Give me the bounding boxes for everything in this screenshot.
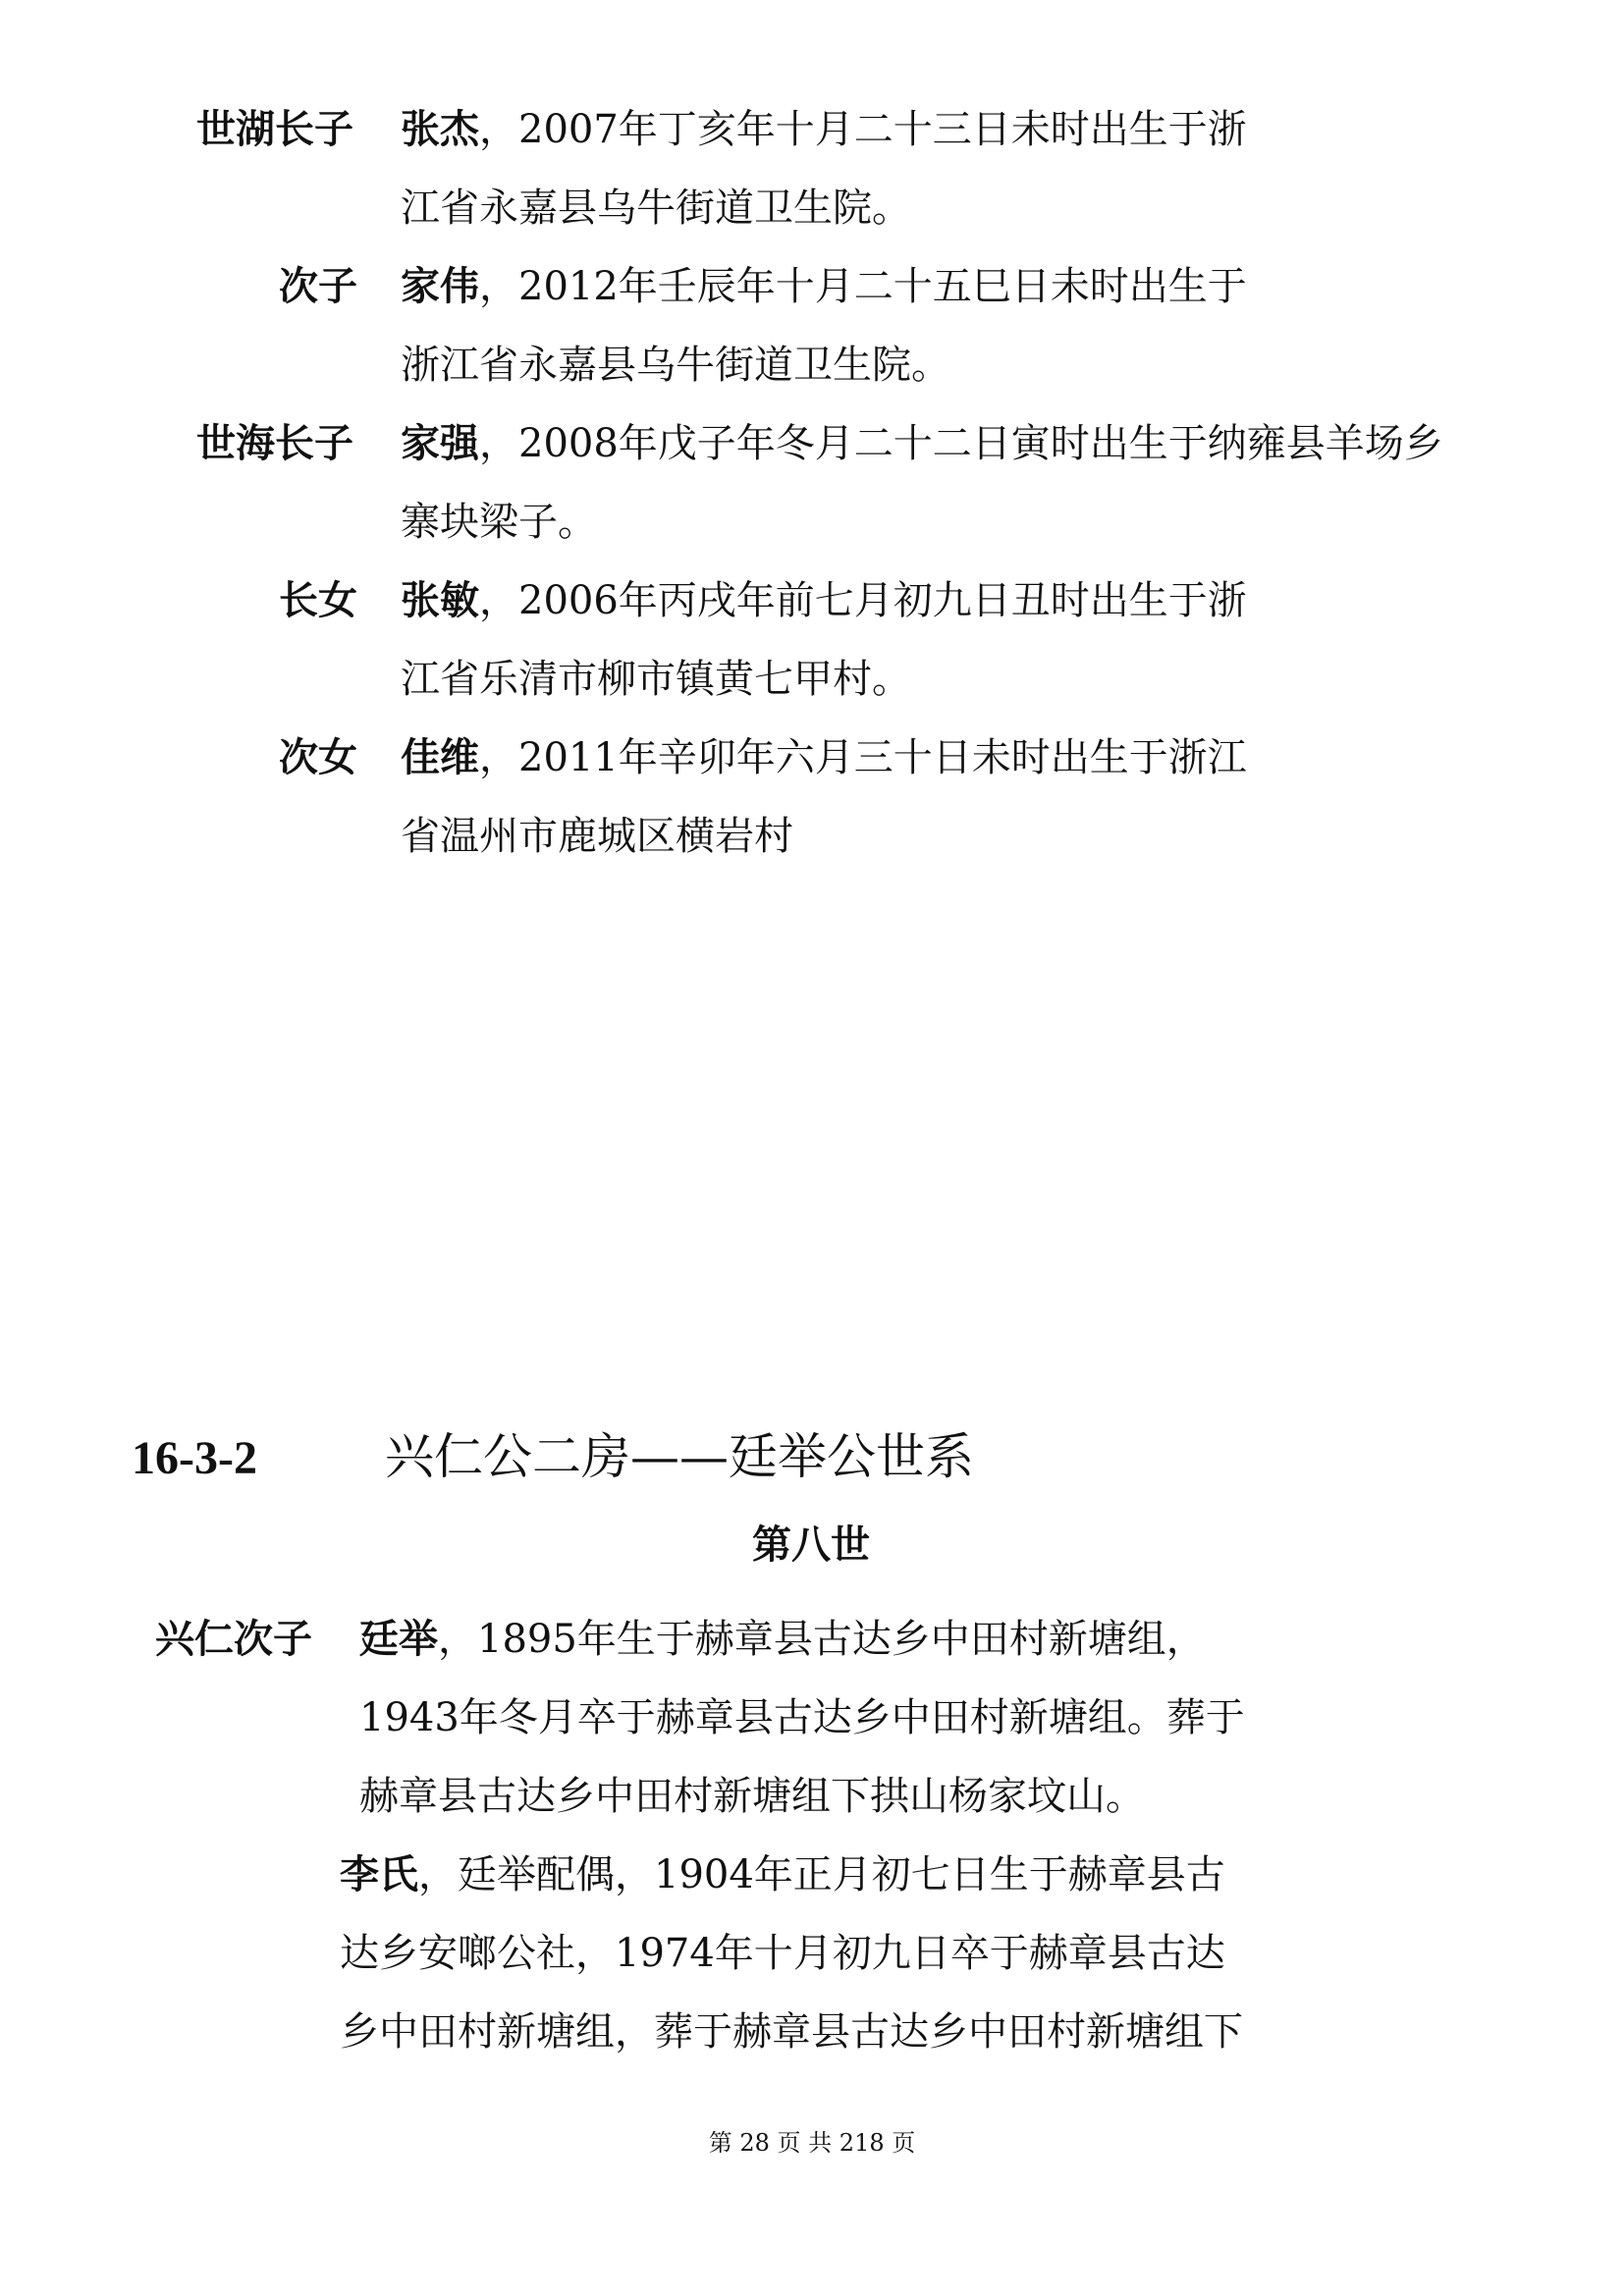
section-number: 16-3-2 bbox=[132, 1432, 257, 1484]
entry-line-2: 江省乐清市柳市镇黄七甲村。 bbox=[401, 657, 911, 702]
entry-text: ，1895年生于赫章县古达乡中田村新塘组， bbox=[438, 1617, 1206, 1662]
entry-text: ，2011年辛卯年六月三十日未时出生于浙江 bbox=[479, 735, 1247, 780]
relation-label: 世海长子 bbox=[196, 420, 353, 466]
person-name: 张杰 bbox=[401, 106, 479, 152]
entry-line-2: 浙江省永嘉县乌牛街道卫生院。 bbox=[401, 343, 950, 388]
entry-text: ，2006年丙戌年前七月初九日丑时出生于浙 bbox=[479, 578, 1247, 623]
person-name: 李氏 bbox=[340, 1851, 418, 1897]
entry-line-2: 达乡安啷公社，1974年十月初九日卒于赫章县古达 bbox=[340, 1931, 1225, 1976]
entry-line-1 bbox=[401, 263, 1247, 310]
relation-label: 次子 bbox=[279, 263, 357, 309]
entry-line-1 bbox=[340, 1851, 1225, 1898]
entry-line-2: 寨块梁子。 bbox=[401, 500, 597, 545]
entry-text: ，廷举配偶，1904年正月初七日生于赫章县古 bbox=[418, 1852, 1225, 1897]
entry-line-2: 江省永嘉县乌牛街道卫生院。 bbox=[401, 186, 911, 231]
relation-label: 次女 bbox=[279, 734, 357, 780]
section-title: 兴仁公二房——廷举公世系 bbox=[385, 1428, 974, 1485]
person-name: 家伟 bbox=[401, 263, 479, 309]
entry-line-2: 1943年冬月卒于赫章县古达乡中田村新塘组。葬于 bbox=[359, 1695, 1245, 1740]
entry-text: ，2008年戊子年冬月二十二日寅时出生于纳雍县羊场乡 bbox=[479, 421, 1443, 466]
relation-label: 世湖长子 bbox=[196, 106, 353, 152]
person-name: 张敏 bbox=[401, 577, 479, 623]
entry-text: ，2007年丁亥年十月二十三日未时出生于浙 bbox=[479, 107, 1247, 152]
entry-line-1 bbox=[359, 1616, 1206, 1663]
entry-line-1 bbox=[401, 106, 1247, 153]
person-name: 家强 bbox=[401, 420, 479, 466]
entry-line-1 bbox=[401, 577, 1247, 624]
entry-line-2: 省温州市鹿城区横岩村 bbox=[401, 814, 793, 859]
relation-label: 长女 bbox=[279, 577, 357, 623]
page-number-footer: 第 28 页 共 218 页 bbox=[708, 2129, 916, 2157]
relation-label: 兴仁次子 bbox=[155, 1616, 312, 1662]
person-name: 廷举 bbox=[359, 1616, 438, 1662]
entry-text: ，2012年壬辰年十月二十五巳日未时出生于 bbox=[479, 264, 1247, 309]
person-name: 佳维 bbox=[401, 734, 479, 780]
entry-line-1 bbox=[401, 734, 1247, 781]
entry-line-3: 乡中田村新塘组，葬于赫章县古达乡中田村新塘组下 bbox=[340, 2009, 1243, 2055]
entry-line-3: 赫章县古达乡中田村新塘组下拱山杨家坟山。 bbox=[359, 1774, 1145, 1819]
entry-line-1 bbox=[401, 420, 1443, 467]
generation-title: 第八世 bbox=[752, 1522, 870, 1568]
